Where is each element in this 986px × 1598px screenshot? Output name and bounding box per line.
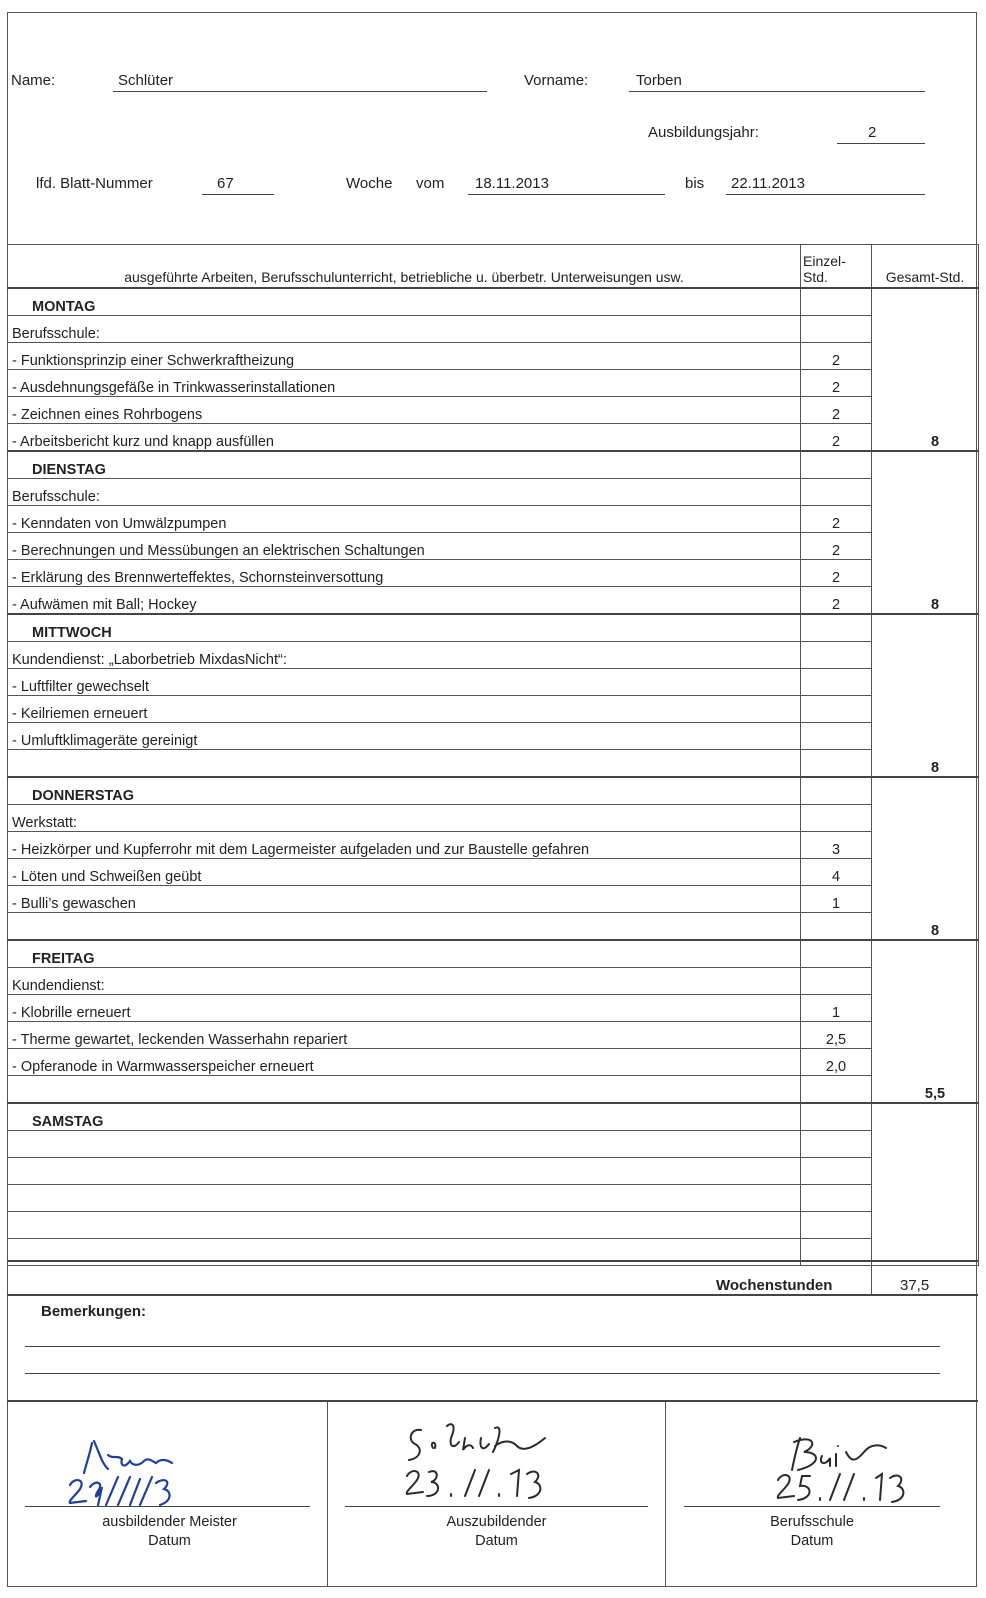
activity-text [8,1131,801,1158]
activity-hours: 2,0 [801,1049,872,1076]
blatt-underline [202,194,274,195]
berufsschule-signature-image [770,1430,950,1510]
activity-hours [801,1158,872,1185]
meister-signature-image [60,1425,230,1510]
activity-hours [801,1212,872,1239]
activity-row [8,560,979,587]
activity-hours: 2 [801,533,872,560]
day-label: DONNERSTAG [8,777,801,805]
auszubildender-signature-label: Auszubildender Datum [446,1514,547,1549]
activity-row [8,587,979,615]
berufsschule-signature-label: Berufsschule Datum [770,1514,854,1549]
activity-text: - Löten und Schweißen geübt [8,859,801,886]
activity-text: Berufsschule: [8,479,801,506]
activity-row [8,1131,979,1158]
day-einzel-cell [801,1103,872,1131]
activity-row [8,533,979,560]
activity-text [8,1158,801,1185]
activity-text: - Heizkörper und Kupferrohr mit dem Lagermeister aufgeladen und zur Baustelle gefahren [8,832,801,859]
activity-hours [801,1185,872,1212]
day-total-cell: 8 [872,614,979,777]
day-total-cell: 8 [872,288,979,451]
activity-row [8,832,979,859]
activity-hours [801,479,872,506]
wochenstunden-divider [871,1262,872,1294]
remarks-line-1 [25,1346,940,1347]
wochenstunden-label: Wochenstunden [716,1277,833,1294]
day-total-cell [872,1103,979,1266]
activity-row [8,397,979,424]
einzel-header-text: Einzel- Std. [803,253,846,285]
day-header-row [8,940,979,968]
activity-hours: 3 [801,832,872,859]
activity-text: - Therme gewartet, leckenden Wasserhahn repariert [8,1022,801,1049]
auszubildender-signature-line [345,1506,648,1507]
activity-hours [801,1131,872,1158]
activity-hours [801,968,872,995]
activity-text [8,750,801,778]
bis-underline [726,194,925,195]
activity-text: - Berechnungen und Messübungen an elektrischen Schaltungen [8,533,801,560]
activity-text: - Umluftklimageräte gereinigt [8,723,801,750]
berufsschule-signature-line [684,1506,940,1507]
activity-text: - Erklärung des Brennwerteffektes, Schornsteinversottung [8,560,801,587]
activity-row [8,1185,979,1212]
blatt-label: lfd. Blatt-Nummer [36,175,153,192]
day-label: DIENSTAG [8,451,801,479]
activity-row [8,1158,979,1185]
signature-section-divider [7,1400,978,1402]
activity-column-header: ausgeführte Arbeiten, Berufsschulunterricht, betriebliche u. überbetr. Unterweisungen usw. [8,245,801,289]
activity-text: - Arbeitsbericht kurz und knapp ausfüllen [8,424,801,452]
activity-hours [801,913,872,941]
activity-row [8,1049,979,1076]
day-label: MONTAG [8,288,801,316]
vorname-underline [629,91,925,92]
day-total-cell: 5,5 [872,940,979,1103]
activity-hours: 1 [801,886,872,913]
activity-hours: 2 [801,370,872,397]
activity-text: - Zeichnen eines Rohrbogens [8,397,801,424]
activity-text: - Aufwämen mit Ball; Hockey [8,587,801,615]
activity-hours [801,696,872,723]
activity-row [8,1212,979,1239]
gesamt-column-header: Gesamt-Std. [872,245,979,289]
activity-hours: 4 [801,859,872,886]
ausbildungsjahr-underline [837,143,925,144]
activity-row [8,479,979,506]
day-header-row [8,1103,979,1131]
day-einzel-cell [801,288,872,316]
activity-row [8,750,979,778]
activity-text: Berufsschule: [8,316,801,343]
activity-hours [801,669,872,696]
activity-hours [801,642,872,669]
activity-hours [801,805,872,832]
day-header-row [8,614,979,642]
activity-table-body [8,288,979,1266]
activity-row [8,1022,979,1049]
einzel-column-header [801,245,872,289]
signature-divider-2 [665,1402,666,1587]
day-label: MITTWOCH [8,614,801,642]
activity-hours: 2 [801,343,872,370]
activity-hours: 2 [801,424,872,452]
wochenstunden-value: 37,5 [900,1277,930,1294]
activity-hours [801,750,872,778]
activity-row [8,506,979,533]
wochenstunden-row [7,1260,978,1296]
day-header-row [8,288,979,316]
day-total-cell: 8 [872,777,979,940]
activity-text: - Bulli’s gewaschen [8,886,801,913]
day-header-row [8,777,979,805]
activity-table [7,244,979,1266]
day-einzel-cell [801,777,872,805]
activity-hours: 2 [801,397,872,424]
activity-text: - Funktionsprinzip einer Schwerkraftheizung [8,343,801,370]
name-underline [113,91,487,92]
activity-hours [801,316,872,343]
name-label: Name: [11,72,56,89]
activity-hours [801,1076,872,1104]
activity-text: - Kenndaten von Umwälzpumpen [8,506,801,533]
bis-value: 22.11.2013 [731,175,805,192]
activity-row [8,859,979,886]
activity-row [8,642,979,669]
activity-row [8,913,979,941]
vorname-label: Vorname: [524,72,589,89]
activity-text [8,1185,801,1212]
day-label: SAMSTAG [8,1103,801,1131]
activity-row [8,669,979,696]
day-einzel-cell [801,614,872,642]
activity-hours: 1 [801,995,872,1022]
auszubildender-signature-image [395,1418,565,1508]
activity-row [8,805,979,832]
activity-hours [801,723,872,750]
activity-row [8,1076,979,1104]
day-einzel-cell [801,940,872,968]
activity-hours: 2 [801,560,872,587]
activity-row [8,370,979,397]
activity-text: - Ausdehnungsgefäße in Trinkwasserinstallationen [8,370,801,397]
activity-hours: 2,5 [801,1022,872,1049]
vorname-value: Torben [636,72,682,89]
activity-text: - Luftfilter gewechselt [8,669,801,696]
ausbildungsjahr-value: 2 [868,124,877,141]
activity-hours: 2 [801,587,872,615]
activity-row [8,316,979,343]
signature-divider-1 [327,1402,328,1587]
day-label: FREITAG [8,940,801,968]
activity-row [8,696,979,723]
activity-row [8,723,979,750]
activity-text: Werkstatt: [8,805,801,832]
activity-text: - Klobrille erneuert [8,995,801,1022]
activity-text [8,1212,801,1239]
day-einzel-cell [801,451,872,479]
day-header-row [8,451,979,479]
meister-signature-label: ausbildender Meister Datum [102,1514,237,1549]
activity-row [8,343,979,370]
bis-label: bis [685,175,705,192]
activity-text: Kundendienst: „Laborbetrieb MixdasNicht“: [8,642,801,669]
vom-label: vom [416,175,445,192]
blatt-value: 67 [217,175,234,192]
activity-text [8,913,801,941]
activity-text [8,1076,801,1104]
meister-signature-line [25,1506,310,1507]
ausbildungsjahr-label: Ausbildungsjahr: [648,124,759,141]
activity-row [8,886,979,913]
activity-text: - Keilriemen erneuert [8,696,801,723]
day-total-cell: 8 [872,451,979,614]
activity-hours: 2 [801,506,872,533]
activity-row [8,968,979,995]
activity-row [8,424,979,452]
activity-text: - Opferanode in Warmwasserspeicher erneuert [8,1049,801,1076]
activity-row [8,995,979,1022]
remarks-line-2 [25,1373,940,1374]
vom-value: 18.11.2013 [475,175,549,192]
remarks-label: Bemerkungen: [41,1303,147,1320]
activity-text: Kundendienst: [8,968,801,995]
woche-label: Woche [346,175,393,192]
vom-underline [468,194,665,195]
name-value: Schlüter [118,72,174,89]
